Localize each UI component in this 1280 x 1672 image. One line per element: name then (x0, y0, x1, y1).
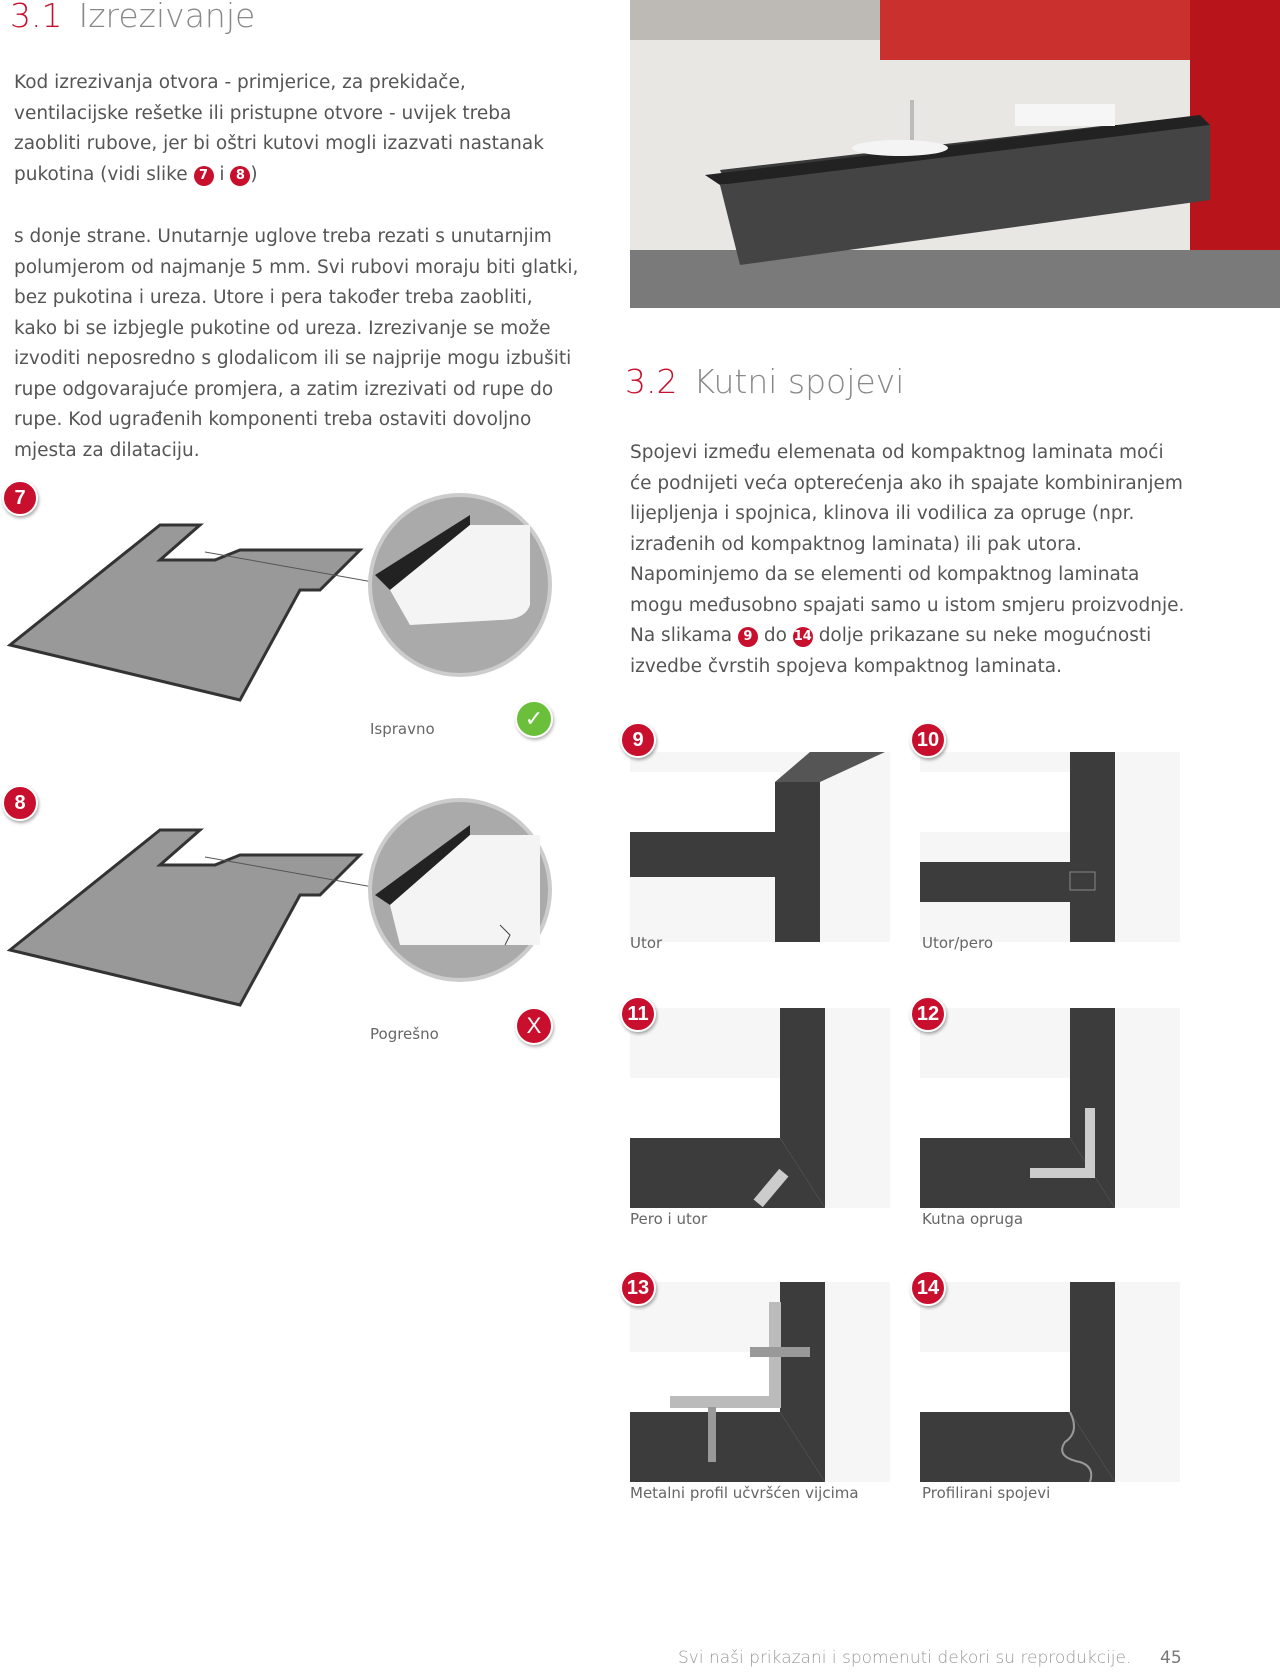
figure-8-wrong (0, 785, 580, 1065)
section-title: Izrezivanje (78, 0, 256, 35)
figure-caption: Ispravno (370, 720, 435, 738)
joints-text: Spojevi između elemenata od kompaktnog laminata moći će podnijeti veća opterećenja ako ih spajate kombiniranjem lijepljenja i spojnica, klinova ili vodilica za opruge (npr. izrađenih od kompaktnog laminata) ili pak utora. Napominjemo da se elementi od kompaktnog laminata mogu međusobno spajati samo u istom smjeru proizvodnje. (630, 442, 1185, 616)
joint-figure-13 (620, 1270, 920, 1510)
figure-badge: 9 (620, 722, 656, 758)
figure-badge: 11 (620, 996, 656, 1032)
section-title: Kutni spojevi (693, 362, 905, 401)
footer-note: Svi naši prikazani i spomenuti dekori su reprodukcije. (678, 1648, 1132, 1668)
intro-and: i (219, 163, 225, 185)
figure-ref-badge: 7 (194, 166, 214, 186)
joint-illustration-metal-profile (630, 1282, 890, 1482)
intro-paragraph (14, 68, 574, 190)
joint-figure-14 (910, 1270, 1190, 1510)
x-icon: X (515, 1007, 553, 1045)
figure-ref-badge: 14 (793, 627, 813, 647)
figure-caption: Kutna opruga (922, 1210, 1024, 1228)
joint-figure-12 (910, 996, 1190, 1236)
joint-illustration-corner-spring (920, 1008, 1180, 1208)
joints-paragraph (630, 438, 1190, 682)
joint-figure-10 (910, 722, 1190, 962)
cutout-illustration-correct (0, 480, 580, 740)
bathroom-photo (630, 0, 1280, 308)
intro-text: Kod izrezivanja otvora - primjerice, za prekidače, ventilacijske rešetke ili pristupne otvore - uvijek treba zaobliti rubove, jer bi oštri kutovi mogli izazvati nastanak pukotina (vidi slike (14, 72, 544, 185)
figure-7-correct (0, 480, 580, 740)
figure-caption: Pogrešno (370, 1025, 439, 1043)
cutting-paragraph: s donje strane. Unutarnje uglove treba rezati s unutarnjim polumjerom od najmanje 5 mm. Svi rubovi moraju biti glatki, bez pukotina i ureza. Utore i pera također treba zaobliti, kako bi se izbjegle pukotine od ureza. Izrezivanje se može izvoditi neposredno s glodalicom ili se najprije mogu izbušiti rupe odgovarajuće promjera, a zatim izrezivati od rupe do rupe. Kod ugrađenih komponenti treba ostaviti dovoljno mjesta za dilataciju. (14, 226, 579, 461)
section-heading-cutting (10, 0, 255, 35)
joint-illustration-tongue-groove (920, 752, 1180, 942)
figure-caption: Utor/pero (922, 934, 994, 952)
figure-caption: Pero i utor (630, 1210, 708, 1228)
joint-illustration-groove (630, 752, 890, 942)
joint-figure-9 (620, 722, 900, 962)
check-icon: ✓ (515, 700, 553, 738)
section-heading-joints (625, 362, 904, 401)
figure-badge: 7 (2, 480, 38, 516)
figure-ref-badge: 9 (738, 627, 758, 647)
joints-ref-mid: do (763, 625, 787, 646)
joint-illustration-tongue-and-groove (630, 1008, 890, 1208)
figure-ref-badge: 8 (230, 166, 250, 186)
joint-figure-11 (620, 996, 900, 1236)
figure-badge: 8 (2, 785, 38, 821)
figure-badge: 14 (910, 1270, 946, 1306)
figure-badge: 13 (620, 1270, 656, 1306)
cutout-illustration-wrong (0, 785, 580, 1045)
joints-ref-pre: Na slikama (630, 625, 733, 646)
section-number: 3.2 (625, 362, 678, 401)
figure-badge: 10 (910, 722, 946, 758)
figure-caption: Metalni profil učvršćen vijcima (630, 1484, 859, 1502)
joint-illustration-profiled (920, 1282, 1180, 1482)
page-number: 45 (1160, 1648, 1182, 1668)
figure-caption: Utor (630, 934, 663, 952)
figure-caption: Profilirani spojevi (922, 1484, 1051, 1502)
intro-end: ) (250, 163, 258, 185)
joints-ref-post: dolje prikazane su neke mogućnosti izvedbe čvrstih spojeva kompaktnog laminata. (630, 625, 1152, 677)
section-number: 3.1 (10, 0, 63, 35)
figure-badge: 12 (910, 996, 946, 1032)
